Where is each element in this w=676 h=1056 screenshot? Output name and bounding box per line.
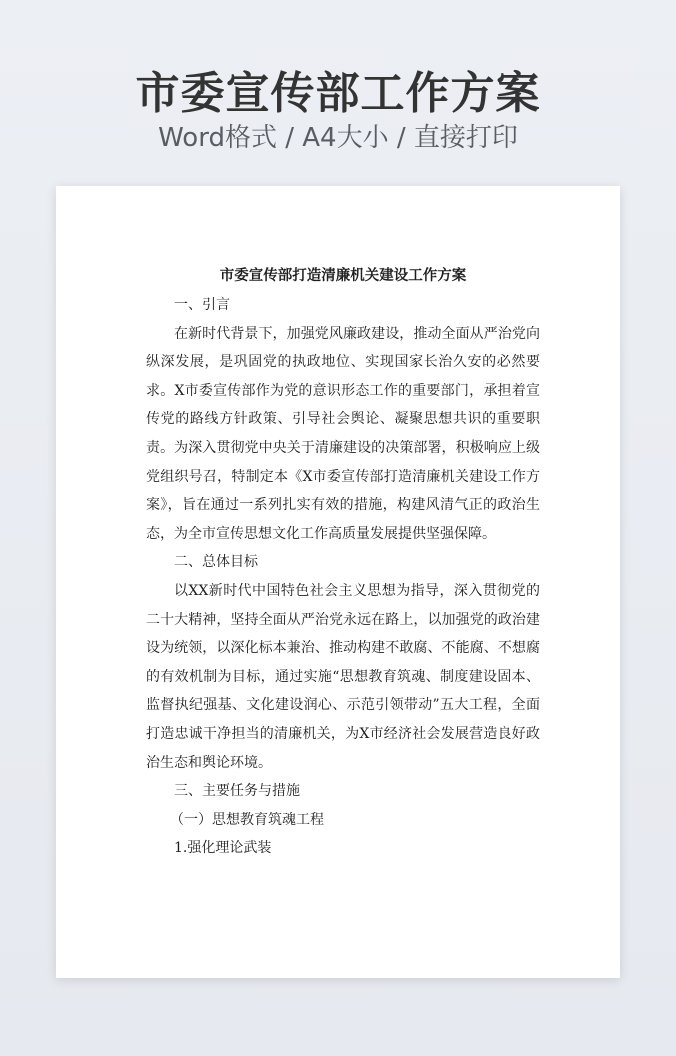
section-heading-overall-goals: 二、总体目标 (174, 554, 258, 571)
banner-title: 市委宣传部工作方案 (135, 68, 541, 119)
document-title: 市委宣传部打造清廉机关建设工作方案 (219, 267, 467, 284)
overall-goals-paragraph: 以XX新时代中国特色社会主义思想为指导，深入贯彻党的二十大精神，坚持全面从严治党永远在路上，以加强党的政治建设为统领，以深化标本兼治、推动构建不敢腐、不能腐、不想腐的有效机制为目标，通过实施“思想教育筑魂、制度建设固本、监督执纪强基、文化建设润心、示范引领带动”五大工程，全面打造忠诚干净担当的清廉机关，为X市经济社会发展营造良好政治生态和舆论环境。 (146, 582, 540, 771)
banner-subtitle: Word格式 / A4大小 / 直接打印 (158, 123, 518, 153)
section-heading-main-tasks: 三、主要任务与措施 (174, 783, 300, 800)
item-heading-theory-study: 1.强化理论武装 (174, 840, 272, 857)
introduction-paragraph: 在新时代背景下，加强党风廉政建设，推动全面从严治党向纵深发展，是巩固党的执政地位、实现国家长治久安的必然要求。X市委宣传部作为党的意识形态工作的重要部门，承担着宣传党的路线方针政策、引导社会舆论、凝聚思想共识的重要职责。为深入贯彻党中央关于清廉建设的决策部署，积极响应上级党组织号召，特制定本《X市委宣传部打造清廉机关建设工作方案》，旨在通过一系列扎实有效的措施，构建风清气正的政治生态，为全市宣传思想文化工作高质量发展提供坚强保障。 (146, 325, 540, 542)
document-body (146, 262, 540, 863)
subsection-heading-ideological-education: （一）思想教育筑魂工程 (170, 811, 324, 828)
section-heading-introduction: 一、引言 (174, 297, 230, 313)
document-page (56, 186, 620, 978)
